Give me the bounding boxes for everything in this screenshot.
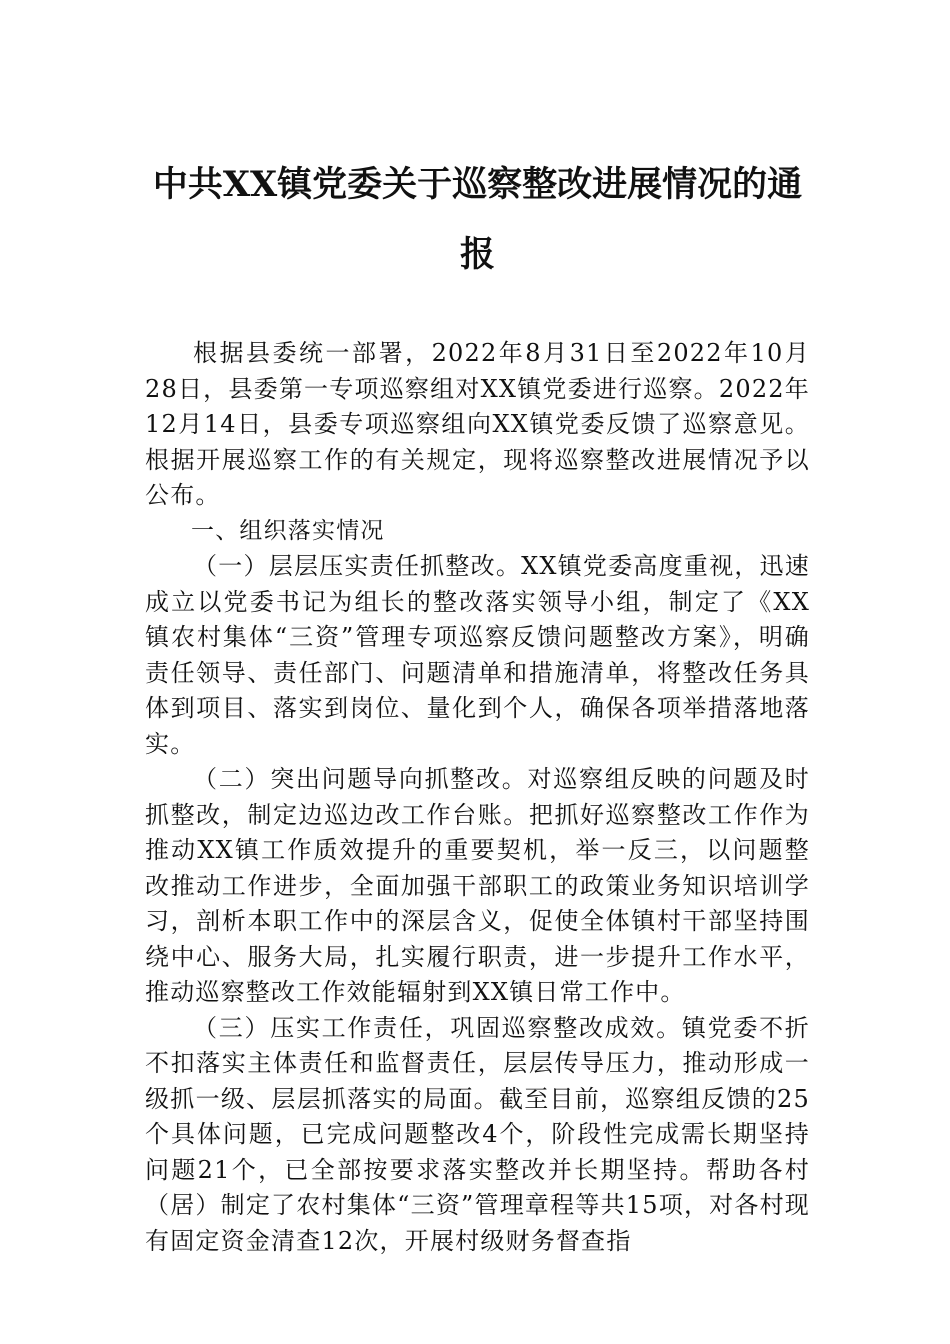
paragraph-2 [145, 762, 810, 1011]
paragraph-3-lead: （三）压实工作责任，巩固巡察整改成效。 [193, 1013, 682, 1042]
paragraph-2-lead: （二）突出问题导向抓整改。 [193, 765, 528, 793]
paragraph-2-body: 对巡察组反映的问题及时抓整改，制定边巡边改工作台账。把抓好巡察整改工作作为推动XX镇工作质效提升的重要契机，举一反三，以问题整改推动工作进步，全面加强干部职工的政策业务知识培训学习，剖析本职工作中的深层含义，促使全体镇村干部坚持围绕中心、服务大局，扎实履行职责，进一步提升工作水平，推动巡察整改工作效能辐射到XX镇日常工作中。 [145, 765, 810, 1006]
paragraph-3 [145, 1011, 810, 1260]
intro-paragraph: 根据县委统一部署，2022年8月31日至2022年10月28日，县委第一专项巡察组对XX镇党委进行巡察。2022年12月14日，县委专项巡察组向XX镇党委反馈了巡察意见。根据开展巡察工作的有关规定，现将巡察整改进展情况予以公布。 [145, 339, 810, 509]
document-body [145, 336, 810, 1259]
paragraph-1-lead: （一）层层压实责任抓整改。 [193, 552, 522, 580]
paragraph-3-body: 镇党委不折不扣落实主体责任和监督责任，层层传导压力，推动形成一级抓一级、层层抓落实的局面。截至目前，巡察组反馈的25个具体问题，已完成问题整改4个，阶段性完成需长期坚持问题21个，已全部按要求落实整改并长期坚持。帮助各村（居）制定了农村集体“三资”管理章程等共15项，对各村现有固定资金清查12次，开展村级财务督查指 [145, 1013, 810, 1255]
document-title: 中共XX镇党委关于巡察整改进展情况的通报 [152, 164, 803, 275]
paragraph-1-body: XX镇党委高度重视，迅速成立以党委书记为组长的整改落实领导小组，制定了《XX镇农村集体“三资”管理专项巡察反馈问题整改方案》，明确责任领导、责任部门、问题清单和措施清单，将整改任务具体到项目、落实到岗位、量化到个人，确保各项举措落地落实。 [145, 552, 810, 758]
section-heading-organization: 一、组织落实情况 [191, 517, 385, 544]
document-page [145, 150, 810, 1259]
paragraph-1 [145, 549, 810, 762]
